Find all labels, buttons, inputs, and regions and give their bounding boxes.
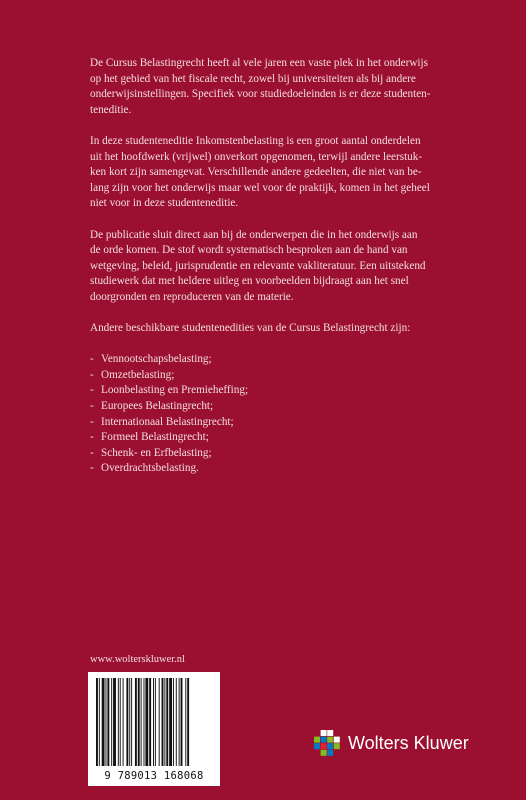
editions-list: [90, 352, 465, 477]
publisher-logo: [312, 728, 469, 758]
list-item: - Omzetbelasting;: [90, 368, 175, 381]
paragraph-intro: De Cursus Belastingrecht heeft al vele jaren een vaste plek in het onderwijs op het gebied van het fiscale recht, zowel bij universiteiten als bij andere onderwijsinstellingen. Specifiek voor studiedoeleinden is er deze studenten- teneditie.: [90, 57, 431, 116]
paragraph-other-editions: Andere beschikbare studentenedities van de Cursus Belastingrecht zijn:: [90, 322, 411, 335]
list-item: - Overdrachtsbelasting.: [90, 462, 199, 475]
barcode-number: 9 789013 168068: [104, 770, 204, 782]
wolters-kluwer-mosaic-icon: [312, 728, 342, 758]
back-cover-text: [90, 56, 465, 477]
list-item: - Loonbelasting en Premieheffing;: [90, 384, 249, 397]
website-url: www.wolterskluwer.nl: [90, 654, 185, 665]
list-item: - Vennootschapsbelasting;: [90, 353, 212, 366]
paragraph-content: In deze studenteneditie Inkomstenbelasting is een groot aantal onderdelen uit het hoofdwerk (vrijwel) onverkort opgenomen, terwijl andere leerstuk- ken kort zijn samengevat. Verschillende andere gedeelten, die niet van be- lang zijn voor het onderwijs maar wel voor de praktijk, komen in het geheel niet voor in deze studenteneditie.: [90, 134, 430, 210]
list-item: - Internationaal Belastingrecht;: [90, 415, 234, 428]
barcode-bars: [94, 678, 214, 766]
list-item: - Europees Belastingrecht;: [90, 400, 214, 413]
publisher-name: Wolters Kluwer: [348, 732, 469, 753]
paragraph-publication: De publicatie sluit direct aan bij de onderwerpen die in het onderwijs aan de orde komen. De stof wordt systematisch besproken aan de hand van wetgeving, beleid, jurisprudentie en relevante vakliteratuur. Een uitstekend studiewerk dat met heldere uitleg en voorbeelden bijdraagt aan het snel doorgronden en reproduceren van de materie.: [90, 228, 426, 303]
isbn-barcode: [88, 672, 220, 786]
list-item: - Schenk- en Erfbelasting;: [90, 446, 212, 459]
list-item: - Formeel Belastingrecht;: [90, 431, 209, 444]
